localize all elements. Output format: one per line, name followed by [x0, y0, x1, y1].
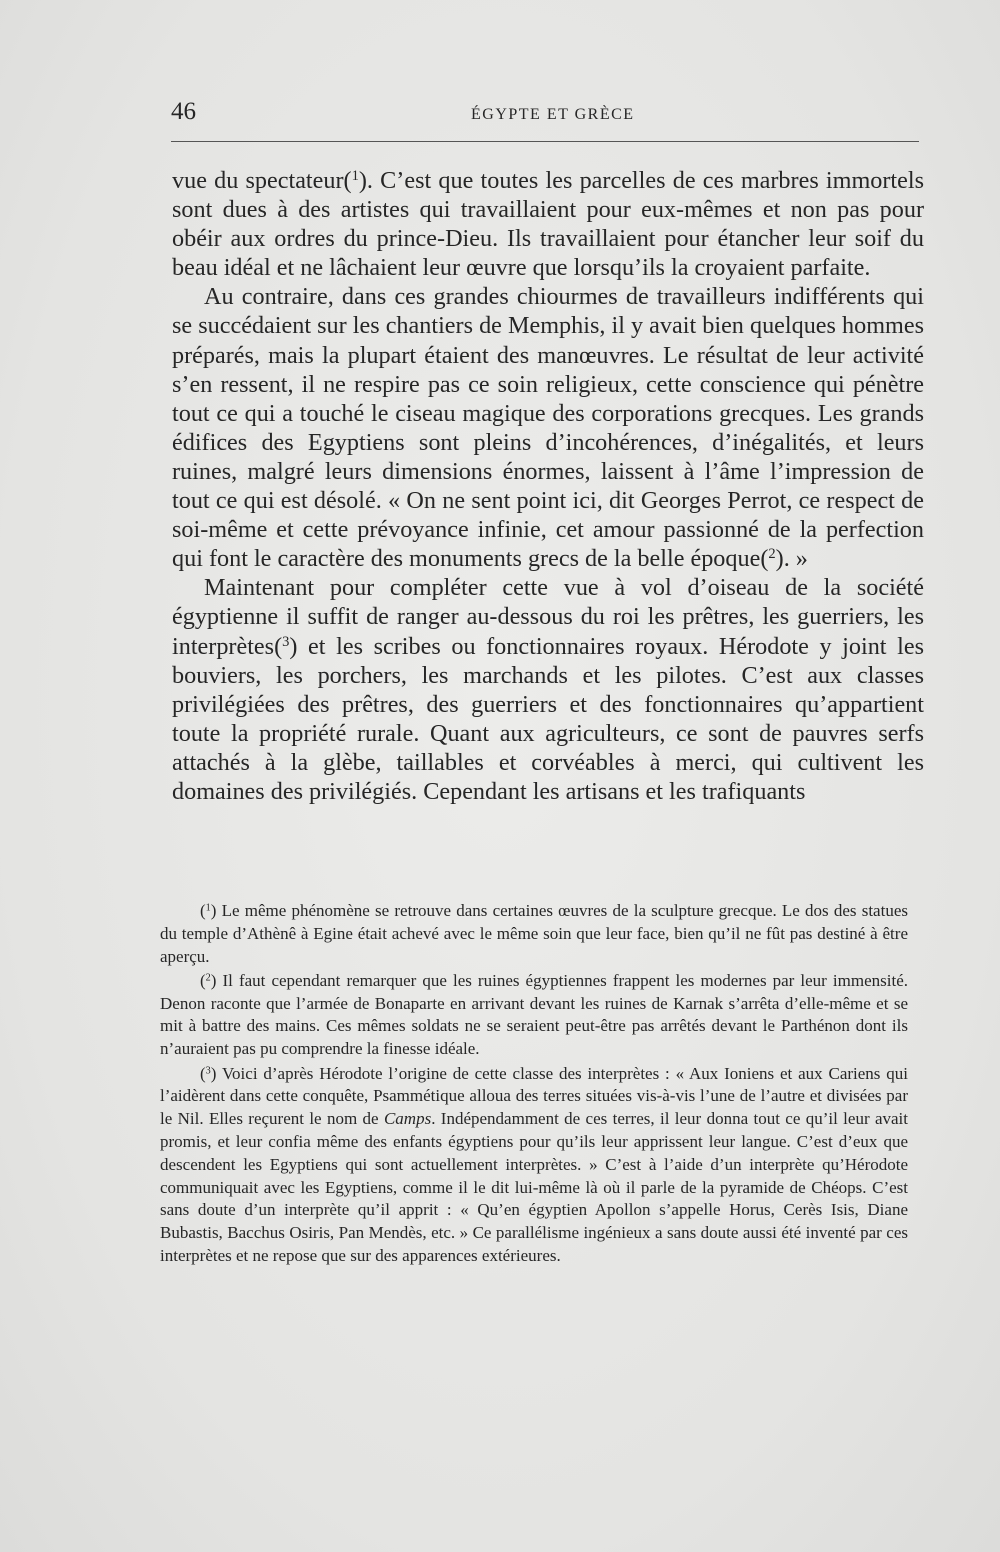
- footnote-ref-2: 2: [768, 546, 776, 563]
- footnote-ref-1: 1: [351, 168, 359, 185]
- footnote-number: 1: [205, 902, 211, 914]
- footnote-1: ($^1$) Le même phénomène se retrouve dans certaines œuvres de la sculpture grecque. Le dos des statues du temple d’Athènê à Egine était achevé avec le même soin que leur face, bien qu’il ne fût pas destiné à être aperçu.: [160, 901, 908, 966]
- footnote-number: 3: [205, 1064, 211, 1076]
- footnotes: [160, 900, 908, 1269]
- footnote-2: ($^2$) Il faut cependant remarquer que les ruines égyptiennes frappent les modernes par leur immensité. Denon raconte que l’armée de Bonaparte en arrivant devant les ruines de Karnak s’arrêta d’elle-même et se mit à battre des mains. Ces mêmes soldats ne se seraient peut-être pas arrêtés devant le Parthénon dont ils n’auraient pas pu comprendre la finesse idéale.: [160, 970, 908, 1059]
- body-text: [172, 166, 924, 806]
- paragraph-1: vue du spectateur($^1$). C’est que toutes les parcelles de ces marbres immortels sont dues à des artistes qui travaillaient pour eux-mêmes et non pas pour obéir aux ordres du prince-Dieu. Ils travaillaient pour étancher leur soif du beau idéal et ne lâchaient leur œuvre que lorsqu’ils la croyaient parfaite.: [172, 167, 925, 282]
- footnote-3: ($^3$) Voici d’après Hérodote l’origine de cette classe des interprètes : « Aux Ioniens et aux Cariens qui l’aidèrent dans cette conquête, Psammétique alloua des terres situées vis-à-vis l’une de l’autre et divisées par le Nil. Elles reçurent le nom de Camps. Indépendamment de ces terres, il leur donna tout ce qu’il leur avait promis, et leur confia même des enfants égyptiens pour qu’ils leur apprissent leur langue. C’est d’eux que descendent les Egyptiens qui sont actuellement interprètes. » C’est à l’aide d’un interprète qu’Hérodote communiquait avec les Egyptiens, comme il le dit lui-même là où il parle de la pyramide de Chéops. C’est sans doute d’un interprète qu’il apprit : « Qu’en égyptien Apollon s’appelle Horus, Cerès Isis, Diane Bubastis, Bacchus Osiris, Pan Mendès, etc. » Ce parallélisme ingénieux a sans doute aussi été inventé par ces interprètes et ne repose que sur des apparences extérieures.: [160, 1063, 908, 1265]
- paragraph-3: Maintenant pour compléter cette vue à vol d’oiseau de la société égyptienne il suffit de ranger au-dessous du roi les prêtres, les guerriers, les interprètes($^3$) et les scribes ou fonctionnaires royaux. Hérodote y joint les bouviers, les porchers, les marchands et les pilotes. C’est aux classes privilégiées des prêtres, des guerriers et des fonctionnaires qu’appartient toute la propriété rurale. Quant aux agriculteurs, ce sont de pauvres serfs attachés à la glèbe, taillables et corvéables à merci, qui cultivent les domaines des privilégiés. Cependant les artisans et les trafiquants: [172, 574, 924, 805]
- page-number: 46: [171, 98, 196, 125]
- italic-term: Camps: [383, 1109, 432, 1129]
- paragraph-2: Au contraire, dans ces grandes chiourmes de travailleurs indifférents qui se succédaient sur les chantiers de Memphis, il y avait bien quelques hommes préparés, mais la plupart étaient des manœuvres. Le résultat de leur activité s’en ressent, il ne respire pas ce soin religieux, cette conscience qui pénètre tout ce qui a touché le ciseau magique des corporations grecques. Les grands édifices des Egyptiens sont pleins d’incohérences, d’inégalités, et leurs ruines, malgré leurs dimensions énormes, laissent à l’âme l’impression de tout ce qui est désolé. « On ne sent point ici, dit Georges Perrot, ce respect de soi-même et cette prévoyance infinie, cet amour passionné de la perfection qui font le caractère des monuments grecs de la belle époque($^2$). »: [172, 283, 924, 573]
- footnote-number: 2: [205, 972, 211, 984]
- header-rule: [171, 141, 919, 142]
- running-header: [171, 98, 921, 138]
- footnote-ref-3: 3: [282, 633, 290, 650]
- running-title: ÉGYPTE ET GRÈCE: [471, 106, 635, 123]
